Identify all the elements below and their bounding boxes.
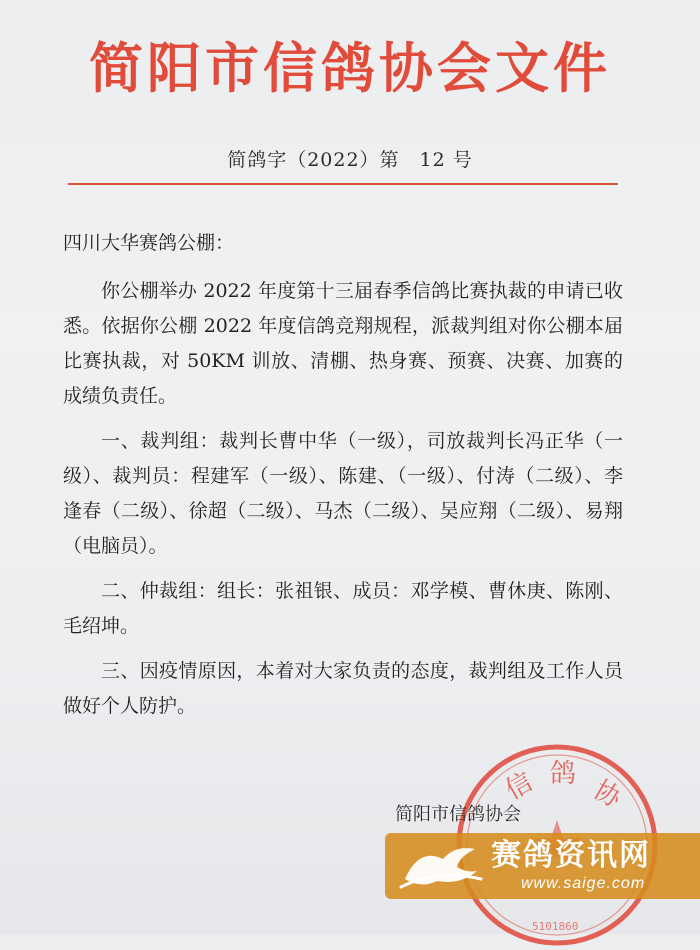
watermark-site-name: 赛鸽资讯网 [491, 838, 651, 873]
document-number: 简鸽字（2022）第 12 号 [227, 149, 473, 171]
site-watermark-banner [385, 833, 700, 899]
salutation: 四川大华赛鸽公棚： [63, 232, 235, 254]
seal-code: 5101860 [532, 920, 579, 933]
svg-text:协: 协 [588, 775, 627, 815]
pigeon-logo-icon [397, 839, 483, 893]
paragraph-intro: 你公棚举办 2022 年度第十三届春季信鸽比赛执裁的申请已收悉。依据你公棚 2022 年度信鸽竞翔规程，派裁判组对你公棚本届比赛执裁，对 50KM 训放、清棚、热身赛、预赛、决赛、加赛的成绩负责任。 [63, 280, 623, 407]
watermark-site-url: www.saige.com [521, 875, 646, 892]
svg-text:鸽: 鸽 [550, 759, 577, 789]
signature-organization: 简阳市信鸽协会 [395, 804, 521, 825]
paragraph-arbitration-team: 二、仲裁组：组长：张祖银、成员：邓学模、曹休庚、陈刚、毛绍坤。 [63, 580, 623, 637]
svg-text:信: 信 [500, 767, 539, 807]
red-divider-line [68, 183, 618, 185]
document-title: 简阳市信鸽协会文件 [89, 37, 611, 100]
paragraph-epidemic-note: 三、因疫情原因，本着对大家负责的态度，裁判组及工作人员做好个人防护。 [63, 660, 623, 717]
letter-body [63, 226, 623, 734]
paragraph-referee-team: 一、裁判组：裁判长曹中华（一级），司放裁判长冯正华（一级）、裁判员：程建军（一级）、陈建、（一级）、付涛（二级）、李逢春（二级）、徐超（二级）、马杰（二级）、吴应翔（二级）、易翔（电脑员）。 [63, 430, 623, 557]
